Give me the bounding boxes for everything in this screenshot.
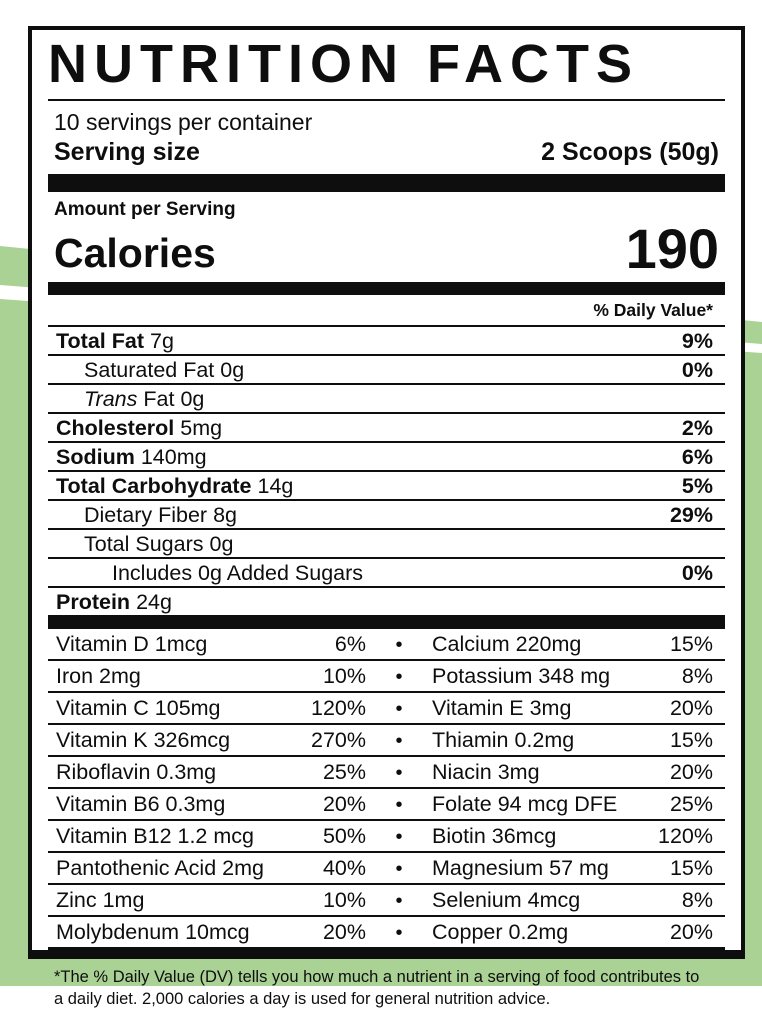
calories-row xyxy=(48,217,725,281)
micro-right-dv: 8% xyxy=(681,888,713,913)
nutrient-row xyxy=(48,354,725,383)
nutrient-name: Saturated Fat xyxy=(84,358,215,383)
bullet-separator: • xyxy=(395,762,403,785)
nutrient-name: Dietary Fiber xyxy=(84,503,208,528)
micro-left-name: Riboflavin 0.3mg xyxy=(56,760,217,785)
nutrient-dv: 5% xyxy=(681,474,713,499)
micro-right-name: Biotin 36mcg xyxy=(432,824,557,849)
micro-right-name: Niacin 3mg xyxy=(432,760,540,785)
micro-left-name: Molybdenum 10mcg xyxy=(56,920,250,945)
micro-left-dv: 20% xyxy=(322,792,366,817)
micro-left-dv: 120% xyxy=(311,696,366,721)
bullet-separator: • xyxy=(395,634,403,657)
panel-title: NUTRITION FACTS xyxy=(48,34,639,94)
micro-left-name: Vitamin C 105mg xyxy=(56,696,221,721)
micro-right-dv: 15% xyxy=(669,632,713,657)
micro-left-dv: 20% xyxy=(322,920,366,945)
micro-right-dv: 20% xyxy=(669,760,713,785)
nutrient-amount: 0g xyxy=(220,358,245,383)
nutrient-amount: 8g xyxy=(213,503,237,528)
micro-right-dv: 15% xyxy=(669,856,713,881)
micronutrient-row xyxy=(48,691,725,723)
thick-divider xyxy=(48,947,725,957)
micro-right-name: Calcium 220mg xyxy=(432,632,582,657)
thick-divider xyxy=(48,282,725,295)
nutrient-row xyxy=(48,557,725,586)
micro-right-dv: 20% xyxy=(669,696,713,721)
micro-left-dv: 50% xyxy=(322,824,366,849)
bullet-separator: • xyxy=(395,698,403,721)
serving-size-label: Serving size xyxy=(54,138,200,167)
micro-right-dv: 20% xyxy=(669,920,713,945)
nutrition-facts-panel xyxy=(28,26,745,1009)
servings-per-container: 10 servings per container xyxy=(54,109,313,136)
nutrient-dv: 0% xyxy=(681,358,713,383)
nutrient-name: Sodium xyxy=(56,445,135,470)
bullet-separator: • xyxy=(395,794,403,817)
nutrient-name: Total Fat xyxy=(56,329,144,354)
micro-left-dv: 6% xyxy=(334,632,366,657)
footnote-line: a daily diet. 2,000 calories a day is used for general nutrition advice. xyxy=(54,990,551,1009)
micro-left-dv: 40% xyxy=(322,856,366,881)
micro-right-name: Thiamin 0.2mg xyxy=(432,728,575,753)
micro-left-dv: 10% xyxy=(322,664,366,689)
nutrient-row xyxy=(48,470,725,499)
nutrient-name: Total Carbohydrate xyxy=(56,474,252,499)
nutrient-row xyxy=(48,412,725,441)
nutrient-amount: 140mg xyxy=(140,445,207,470)
micronutrient-table xyxy=(48,629,725,947)
bullet-separator: • xyxy=(395,858,403,881)
micro-right-name: Copper 0.2mg xyxy=(432,920,569,945)
nutrient-name: Cholesterol xyxy=(56,416,175,441)
nutrient-name: Includes 0g Added Sugars xyxy=(112,561,364,586)
nutrient-row xyxy=(48,441,725,470)
daily-value-header: % Daily Value* xyxy=(593,300,713,321)
nutrient-amount: 7g xyxy=(149,329,174,354)
calories-label: Calories xyxy=(54,229,216,276)
micro-right-name: Vitamin E 3mg xyxy=(432,696,572,721)
bullet-separator: • xyxy=(395,890,403,913)
nutrient-name: Protein xyxy=(56,590,131,615)
micro-left-name: Vitamin K 326mcg xyxy=(56,728,231,753)
nutrient-dv: 2% xyxy=(681,416,713,441)
micronutrient-row xyxy=(48,819,725,851)
nutrient-row xyxy=(48,586,725,615)
micro-left-dv: 25% xyxy=(322,760,366,785)
micronutrient-row xyxy=(48,787,725,819)
micro-right-name: Folate 94 mcg DFE xyxy=(432,792,618,817)
nutrient-dv: 9% xyxy=(681,329,713,354)
bullet-separator: • xyxy=(395,730,403,753)
nutrient-table xyxy=(48,325,725,615)
nutrient-dv: 29% xyxy=(669,503,713,528)
micro-right-name: Selenium 4mcg xyxy=(432,888,581,913)
micro-right-dv: 25% xyxy=(669,792,713,817)
micro-right-dv: 15% xyxy=(669,728,713,753)
nutrient-dv: 0% xyxy=(681,561,713,586)
nutrient-amount: 0g xyxy=(209,532,234,557)
micronutrient-row xyxy=(48,723,725,755)
thick-divider xyxy=(48,615,725,629)
micronutrient-row xyxy=(48,851,725,883)
micro-left-name: Pantothenic Acid 2mg xyxy=(56,856,264,881)
micro-left-dv: 270% xyxy=(311,728,366,753)
micronutrient-row xyxy=(48,915,725,947)
micronutrient-row xyxy=(48,659,725,691)
micro-right-name: Magnesium 57 mg xyxy=(432,856,609,881)
nutrient-row xyxy=(48,499,725,528)
micro-left-name: Vitamin B6 0.3mg xyxy=(56,792,226,817)
nutrient-name: Fat xyxy=(143,387,175,412)
amount-per-serving: Amount per Serving xyxy=(54,199,236,221)
micro-left-name: Vitamin B12 1.2 mcg xyxy=(56,824,254,849)
daily-value-footnote xyxy=(48,957,725,1010)
micro-left-name: Zinc 1mg xyxy=(56,888,145,913)
nutrient-amount: 14g xyxy=(257,474,294,499)
footnote-line: *The % Daily Value (DV) tells you how much a nutrient in a serving of food contributes to xyxy=(54,968,700,987)
nutrient-amount: 5mg xyxy=(180,416,223,441)
micro-right-dv: 120% xyxy=(658,824,713,849)
serving-size-row xyxy=(48,136,725,174)
nutrient-row: Trans Fat 0g xyxy=(48,383,725,412)
serving-size-value: 2 Scoops (50g) xyxy=(541,138,719,167)
nutrient-dv: 6% xyxy=(681,445,713,470)
nutrient-row xyxy=(48,528,725,557)
bullet-separator: • xyxy=(395,826,403,849)
micro-right-dv: 8% xyxy=(681,664,713,689)
thick-divider xyxy=(48,174,725,192)
micronutrient-row xyxy=(48,883,725,915)
micronutrient-row xyxy=(48,629,725,659)
calories-value: 190 xyxy=(625,217,719,281)
micronutrient-row xyxy=(48,755,725,787)
bullet-separator: • xyxy=(395,922,403,945)
micro-right-name: Potassium 348 mg xyxy=(432,664,611,689)
nutrient-row xyxy=(48,325,725,354)
bullet-separator: • xyxy=(395,666,403,689)
nutrient-amount: 24g xyxy=(136,590,172,615)
micro-left-name: Iron 2mg xyxy=(56,664,141,689)
nutrient-amount: 0g xyxy=(180,387,205,412)
nutrient-name: Total Sugars xyxy=(84,532,204,557)
micro-left-name: Vitamin D 1mcg xyxy=(56,632,208,657)
micro-left-dv: 10% xyxy=(322,888,366,913)
